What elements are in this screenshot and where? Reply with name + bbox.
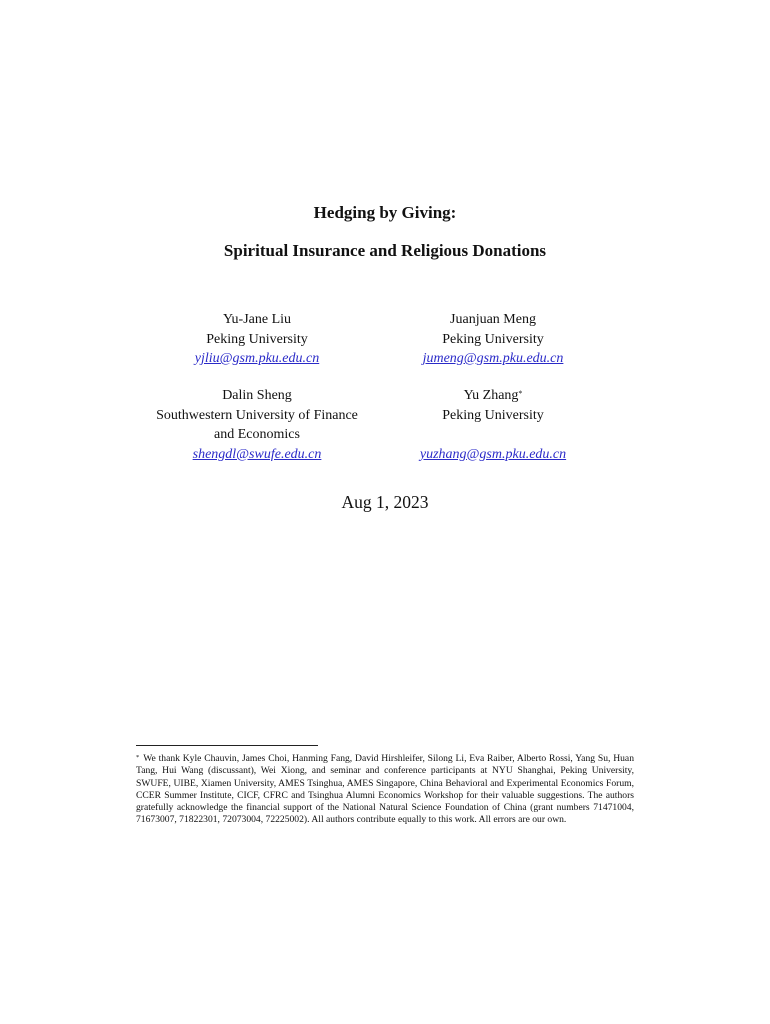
author-email-link[interactable]: shengdl@swufe.edu.cn	[192, 446, 322, 462]
footnote-marker[interactable]: *	[518, 389, 523, 398]
author-affiliation: Peking University	[206, 331, 308, 347]
author-affiliation: Peking University	[442, 407, 544, 423]
author-email-link[interactable]: yuzhang@gsm.pku.edu.cn	[419, 446, 567, 462]
acknowledgement-footnote	[136, 753, 634, 827]
author-email-link[interactable]: yjliu@gsm.pku.edu.cn	[194, 351, 320, 366]
paper-title: Hedging by Giving:	[313, 203, 457, 222]
author-name: Dalin Sheng	[222, 388, 292, 403]
author-email-link[interactable]: jumeng@gsm.pku.edu.cn	[422, 351, 564, 366]
paper-date: Aug 1, 2023	[341, 492, 429, 512]
author-name: Juanjuan Meng	[450, 312, 536, 327]
author-name: Yu-Jane Liu	[222, 312, 292, 327]
author-affiliation: Peking University	[442, 331, 544, 347]
author-block-meng	[373, 310, 613, 369]
author-name: Yu Zhang	[463, 388, 519, 403]
author-block-zhang	[373, 386, 613, 464]
author-affiliation: Southwestern University of Finance	[156, 407, 358, 423]
blank-line	[373, 425, 613, 445]
paper-subtitle: Spiritual Insurance and Religious Donations	[223, 241, 547, 260]
footnote-text: We thank Kyle Chauvin, James Choi, Hanming Fang, David Hirshleifer, Silong Li, Eva Raiber, Alberto Rossi, Yang Su, Huan Tang, Hui Wang (discussant), Wei Xiong, and seminar and conference participants at NYU Shanghai, Peking University, SWUFE, UIBE, Xiamen University, AMES Tsinghua, AMES Singapore, China Behavioral and Experimental Economics Forum, CCER Summer Institute, CICF, CFRC and Tsinghua Alumni Economics Workshop for their valuable suggestions. The authors gratefully acknowledge the financial support of the National Natural Science Foundation of China (grant numbers 71471004, 71673007, 71822301, 72073004, 72225002). All authors contribute equally to this work. All errors are our own.	[136, 753, 634, 826]
footnote-marker: *	[136, 754, 140, 761]
author-block-liu	[137, 310, 377, 369]
author-affiliation-continued: and Economics	[214, 427, 300, 442]
author-name-line	[373, 386, 613, 406]
footnote-divider	[136, 745, 318, 746]
author-block-sheng	[137, 386, 377, 464]
